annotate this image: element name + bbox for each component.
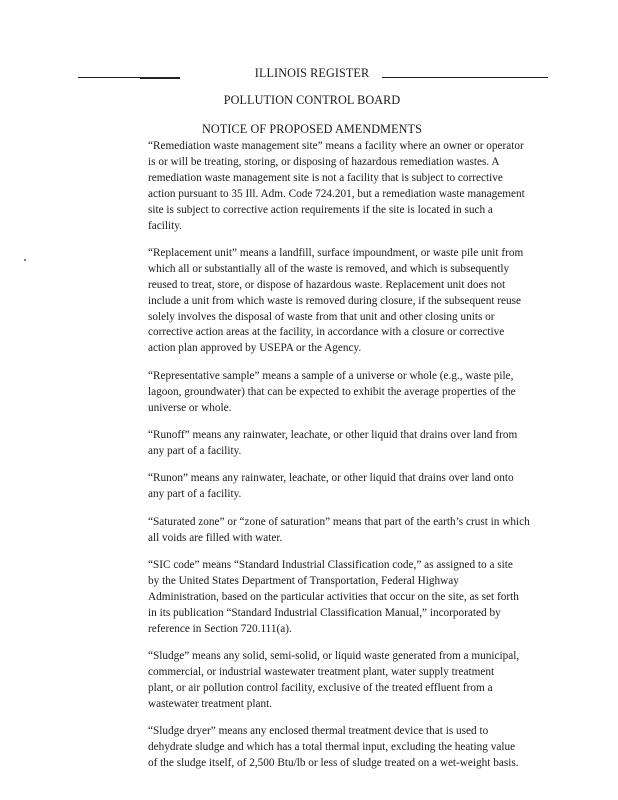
- definition-line: universe or whole.: [148, 401, 232, 414]
- definition-line: lagoon, groundwater) that can be expected to exhibit the average properties of the: [148, 385, 516, 398]
- definition-line: wastewater treatment plant.: [148, 697, 273, 710]
- definition-line: “SIC code” means “Standard Industrial Classification code,” as assigned to a site: [148, 558, 513, 571]
- definition-paragraph: [148, 649, 550, 713]
- definition-line: all voids are filled with water.: [148, 531, 283, 544]
- definition-line: facility.: [148, 219, 182, 232]
- definition-line: “Sludge” means any solid, semi-solid, or liquid waste generated from a municipal,: [148, 649, 520, 662]
- definition-line: “Sludge dryer” means any enclosed thermal treatment device that is used to: [148, 725, 489, 738]
- definition-line: dehydrate sludge and which has a total thermal input, excluding the heating value: [148, 741, 516, 753]
- definition-line: any part of a facility.: [148, 444, 242, 457]
- definition-line: commercial, or industrial wastewater treatment plant, water supply treatment: [148, 665, 495, 678]
- definition-line: any part of a facility.: [148, 488, 242, 501]
- definition-line: Administration, based on the particular activities that occur on the site, as set forth: [148, 590, 519, 603]
- definition-line: of the sludge itself, of 2,500 Btu/lb or less of sludge treated on a wet-weight basis.: [148, 756, 519, 769]
- definition-line: “Replacement unit” means a landfill, surface impoundment, or waste pile unit from: [148, 246, 524, 259]
- definition-line: “Representative sample” means a sample of a universe or whole (e.g., waste pile,: [148, 369, 514, 382]
- definition-line: action pursuant to 35 Ill. Adm. Code 724.201, but a remediation waste management: [148, 187, 525, 200]
- definition-line: “Remediation waste management site” means a facility where an owner or operator: [148, 140, 524, 152]
- definition-line: “Runon” means any rainwater, leachate, or other liquid that drains over land onto: [148, 472, 514, 485]
- definition-line: site is subject to corrective action requirements if the site is located in such a: [148, 203, 493, 216]
- definition-paragraph: [148, 246, 550, 357]
- definition-line: reused to treat, store, or dispose of hazardous waste. Replacement unit does not: [148, 278, 506, 291]
- definitions-list: [148, 139, 550, 783]
- definition-line: remediation waste management site is not a facility that is subject to corrective: [148, 171, 503, 184]
- definition-line: reference in Section 720.111(a).: [148, 622, 292, 635]
- scan-speck: [24, 259, 26, 261]
- definition-paragraph: [148, 369, 550, 417]
- definition-paragraph: [148, 515, 550, 547]
- definition-paragraph: [148, 139, 550, 234]
- definition-line: in its publication “Standard Industrial Classification Manual,” incorporated by: [148, 606, 501, 619]
- definition-line: “Saturated zone” or “zone of saturation” means that part of the earth’s crust in which: [148, 515, 530, 528]
- notice-title: NOTICE OF PROPOSED AMENDMENTS: [202, 122, 422, 136]
- definition-line: is or will be treating, storing, or disposing of hazardous remediation wastes. A: [148, 155, 500, 168]
- definition-paragraph: [148, 428, 550, 460]
- definition-paragraph: [148, 724, 550, 772]
- definition-paragraph: [148, 558, 550, 638]
- definition-line: which all or substantially all of the waste is removed, and which is subsequently: [148, 262, 510, 275]
- definition-line: plant, or air pollution control facility, exclusive of the treated effluent from a: [148, 681, 493, 694]
- definition-line: action plan approved by USEPA or the Agency.: [148, 342, 362, 355]
- definition-paragraph: [148, 471, 550, 503]
- board-name: POLLUTION CONTROL BOARD: [223, 93, 401, 107]
- definition-line: corrective action areas at the facility, in accordance with a closure or corrective: [148, 326, 505, 339]
- definition-line: include a unit from which waste is removed during closure, if the subsequent reuse: [148, 294, 522, 307]
- definition-line: solely involves the disposal of waste from that unit and other closing units or: [148, 310, 495, 323]
- definition-line: by the United States Department of Transportation, Federal Highway: [148, 574, 459, 587]
- register-title: ILLINOIS REGISTER: [254, 66, 370, 80]
- definition-line: “Runoff” means any rainwater, leachate, or other liquid that drains over land from: [148, 429, 518, 441]
